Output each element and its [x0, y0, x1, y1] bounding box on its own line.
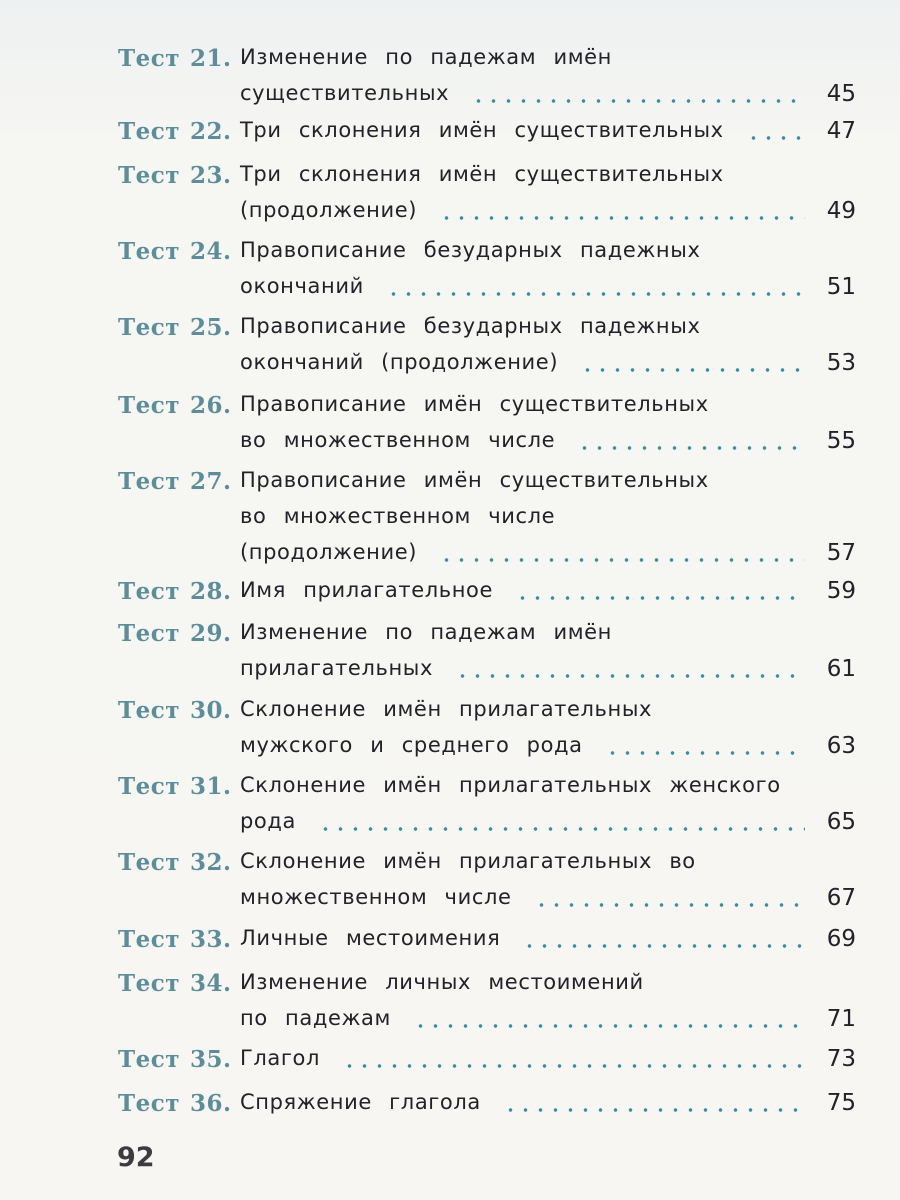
dot-leader	[439, 558, 805, 562]
entry-title-line	[240, 849, 805, 879]
entry-page-number: 59	[826, 578, 856, 604]
entry-title-text: во множественном числе	[240, 504, 556, 528]
test-label	[118, 314, 232, 341]
test-label	[118, 238, 232, 265]
dot-leader	[522, 944, 805, 948]
entry-page-number: 49	[826, 198, 856, 224]
test-number: 25.	[190, 314, 232, 341]
test-number: 36.	[190, 1090, 232, 1117]
entry-title-line	[240, 118, 805, 148]
entry-title-line	[240, 238, 805, 268]
dot-leader	[580, 368, 805, 372]
test-number: 22.	[190, 118, 232, 145]
dot-leader	[342, 1064, 805, 1068]
test-number: 33.	[190, 926, 232, 953]
entry-title-text: Спряжение глагола	[240, 1090, 481, 1114]
entry-page-number: 65	[826, 809, 856, 835]
entry-title-line	[240, 198, 805, 228]
entry-title-text: Изменение по падежам имён	[240, 620, 612, 644]
test-label	[118, 1046, 232, 1073]
test-label	[118, 118, 232, 145]
test-number: 27.	[190, 468, 232, 495]
entry-page-number: 55	[826, 428, 856, 454]
test-word: Тест	[118, 926, 181, 953]
entry-page-number: 57	[826, 540, 856, 566]
entry-title-text: окончаний (продолжение)	[240, 350, 559, 374]
test-word: Тест	[118, 970, 181, 997]
dot-leader	[439, 216, 805, 220]
test-label	[118, 1090, 232, 1117]
dot-leader	[413, 1024, 805, 1028]
entry-title-line	[240, 428, 805, 458]
dot-leader	[605, 751, 805, 755]
dot-leader	[471, 99, 805, 103]
entry-title-text: Три склонения имён существительных	[240, 162, 724, 186]
test-number: 21.	[190, 45, 232, 72]
test-word: Тест	[118, 162, 181, 189]
entry-title-text: Изменение по падежам имён	[240, 45, 612, 69]
entry-title-line	[240, 314, 805, 344]
test-word: Тест	[118, 314, 181, 341]
entry-page-number: 73	[826, 1046, 856, 1072]
entry-page-number: 67	[826, 885, 856, 911]
test-word: Тест	[118, 620, 181, 647]
entry-title-line	[240, 809, 805, 839]
entry-title-line	[240, 1006, 805, 1036]
test-word: Тест	[118, 45, 181, 72]
test-word: Тест	[118, 773, 181, 800]
test-word: Тест	[118, 392, 181, 419]
entry-title-line	[240, 885, 805, 915]
entry-title-line	[240, 45, 805, 75]
test-word: Тест	[118, 1046, 181, 1073]
test-number: 23.	[190, 162, 232, 189]
test-word: Тест	[118, 468, 181, 495]
entry-title-text: во множественном числе	[240, 428, 556, 452]
entry-title-text: прилагательных	[240, 656, 433, 680]
entry-title-text: по падежам	[240, 1006, 391, 1030]
entry-title-line	[240, 162, 805, 192]
entry-title-line	[240, 656, 805, 686]
entry-title-line	[240, 392, 805, 422]
entry-title-text: Личные местоимения	[240, 926, 501, 950]
entry-page-number: 47	[826, 118, 856, 144]
entry-page-number: 69	[826, 926, 856, 952]
dot-leader	[534, 903, 805, 907]
test-word: Тест	[118, 1090, 181, 1117]
dot-leader	[455, 674, 805, 678]
test-number: 28.	[190, 578, 232, 605]
entry-title-line	[240, 970, 805, 1000]
entry-title-line	[240, 81, 805, 111]
entry-title-line	[240, 620, 805, 650]
entry-title-text: Склонение имён прилагательных женского	[240, 773, 781, 797]
entry-title-text: Имя прилагательное	[240, 578, 494, 602]
entry-page-number: 61	[826, 656, 856, 682]
entry-title-text: (продолжение)	[240, 540, 418, 564]
entry-title-text: Склонение имён прилагательных во	[240, 849, 696, 873]
entry-title-text: Склонение имён прилагательных	[240, 697, 653, 721]
test-label	[118, 468, 232, 495]
entry-page-number: 53	[826, 350, 856, 376]
entry-page-number: 71	[826, 1006, 856, 1032]
dot-leader	[577, 446, 805, 450]
entry-title-text: рода	[240, 809, 296, 833]
test-number: 24.	[190, 238, 232, 265]
entry-page-number: 51	[826, 274, 856, 300]
entry-title-line	[240, 697, 805, 727]
test-label	[118, 697, 232, 724]
entry-title-text: Изменение личных местоимений	[240, 970, 644, 994]
entry-title-line	[240, 1046, 805, 1076]
test-label	[118, 392, 232, 419]
test-word: Тест	[118, 238, 181, 265]
dot-leader	[386, 292, 805, 296]
entry-title-text: множественном числе	[240, 885, 512, 909]
test-word: Тест	[118, 118, 181, 145]
test-label	[118, 926, 232, 953]
test-label	[118, 849, 232, 876]
entry-title-line	[240, 578, 805, 608]
entry-title-line	[240, 274, 805, 304]
entry-page-number: 75	[826, 1090, 856, 1116]
test-label	[118, 620, 232, 647]
test-word: Тест	[118, 697, 181, 724]
test-number: 32.	[190, 849, 232, 876]
test-number: 26.	[190, 392, 232, 419]
test-number: 29.	[190, 620, 232, 647]
entry-title-text: Правописание безударных падежных	[240, 314, 701, 338]
test-label	[118, 773, 232, 800]
entry-title-text: Глагол	[240, 1046, 321, 1070]
entry-title-text: Правописание имён существительных	[240, 392, 709, 416]
entry-title-line	[240, 733, 805, 763]
entry-title-text: существительных	[240, 81, 450, 105]
test-label	[118, 578, 232, 605]
test-label	[118, 162, 232, 189]
entry-title-line	[240, 350, 805, 380]
test-number: 34.	[190, 970, 232, 997]
entry-page-number: 45	[826, 81, 856, 107]
entry-title-text: Три склонения имён существительных	[240, 118, 724, 142]
test-number: 30.	[190, 697, 232, 724]
test-number: 35.	[190, 1046, 232, 1073]
test-word: Тест	[118, 849, 181, 876]
test-label	[118, 45, 232, 72]
dot-leader	[515, 596, 805, 600]
entry-title-line	[240, 926, 805, 956]
entry-title-line	[240, 540, 805, 570]
test-word: Тест	[118, 578, 181, 605]
test-number: 31.	[190, 773, 232, 800]
dot-leader	[503, 1108, 805, 1112]
entry-title-line	[240, 504, 805, 534]
entry-title-text: (продолжение)	[240, 198, 418, 222]
entry-title-text: окончаний	[240, 274, 364, 298]
entry-title-line	[240, 1090, 805, 1120]
dot-leader	[746, 136, 805, 140]
entry-title-line	[240, 773, 805, 803]
entry-title-text: Правописание имён существительных	[240, 468, 709, 492]
entry-page-number: 63	[826, 733, 856, 759]
test-label	[118, 970, 232, 997]
dot-leader	[318, 827, 805, 831]
entry-title-line	[240, 468, 805, 498]
page-number: 92	[117, 1142, 155, 1173]
entry-title-text: мужского и среднего рода	[240, 733, 583, 757]
entry-title-text: Правописание безударных падежных	[240, 238, 701, 262]
